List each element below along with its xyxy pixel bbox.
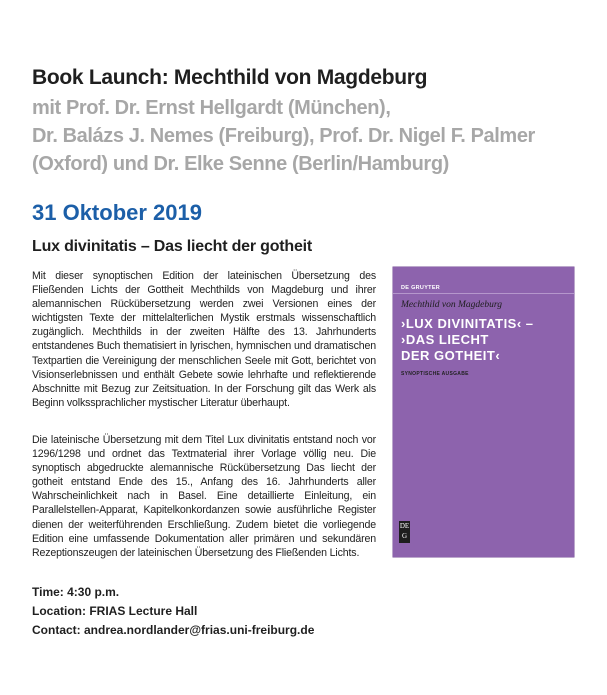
cover-title-line: DER GOTHEIT‹	[401, 348, 501, 363]
logo-text: G	[401, 532, 408, 540]
cover-divider	[393, 293, 574, 294]
event-title: Book Launch: Mechthild von Magdeburg	[32, 66, 428, 89]
event-contact: Contact: andrea.nordlander@frias.uni-freiburg.de	[32, 623, 315, 637]
event-time: Time: 4:30 p.m.	[32, 585, 120, 599]
description-paragraph-2: Die lateinische Übersetzung mit dem Titel Lux divinitatis entstand noch vor 1296/1298 und ordnet das Textmaterial ihrer Vorlage völlig neu. Die synoptisch abgedruckte alemannische Rückübersetzung Das liecht der gotheit entstand Ende des 15., Anfang des 16. Jahrhunderts aller Wahrscheinlichkeit nach in Basel. Eine detaillierte Einleitung, ein Parallelstellen-Apparat, Kapitelkonkordanzen sowie ausführliche Register dienen der weiterführenden Erschließung. Zudem bietet die vorliegende Edition eine umfassende Dokumentation aller primären und sekundären Rezeptionszeugen der lateinischen Übersetzung des Fließenden Lichts.	[32, 434, 376, 559]
guests-line: mit Prof. Dr. Ernst Hellgardt (München),	[32, 97, 391, 119]
cover-edition: SYNOPTISCHE AUSGABE	[401, 371, 469, 377]
event-date: 31 Oktober 2019	[32, 200, 202, 225]
description-paragraph-1: Mit dieser synoptischen Edition der lateinischen Übersetzung des Fließenden Lichts der Gottheit Mechthilds von Magdeburg und ihrer alemannischen Rückübersetzung werden zwei Versionen eines der wichtigsten Texte der mittelalterlichen Mystik erstmals wissenschaftlich zugänglich. Mechthilds in der zweiten Hälfte des 13. Jahrhunderts entstandenes Buch thematisiert in lyrischen, hymnischen und dramatischen Textpartien die Vereinigung der menschlichen Seele mit Gott, berichtet von Visionserlebnissen und enthält Gebete sowie lehrhafte und reflektierende Abschnitte mit Bezug zur Zeitsituation. In der Forschung gilt das Werk als Beginn volkssprachlicher mystischer Literatur überhaupt.	[32, 270, 376, 409]
guest-speakers	[32, 94, 592, 178]
guests-line: Dr. Balázs J. Nemes (Freiburg), Prof. Dr. Nigel F. Palmer	[32, 125, 535, 147]
book-subtitle: Lux divinitatis – Das liecht der gotheit	[32, 238, 313, 255]
event-info	[32, 583, 314, 640]
cover-title-line: ›DAS LIECHT	[401, 332, 489, 347]
event-location: Location: FRIAS Lecture Hall	[32, 604, 198, 618]
publisher-logo-icon	[399, 521, 410, 543]
cover-author: Mechthild von Magdeburg	[401, 300, 502, 310]
cover-publisher: DE GRUYTER	[401, 285, 441, 291]
cover-title	[401, 316, 571, 364]
book-cover-image	[393, 267, 574, 557]
cover-title-line: ›LUX DIVINITATIS‹ –	[401, 316, 534, 331]
guests-line: (Oxford) und Dr. Elke Senne (Berlin/Hamburg)	[32, 153, 449, 175]
cover-band	[393, 267, 574, 282]
logo-text: DE	[399, 522, 410, 530]
